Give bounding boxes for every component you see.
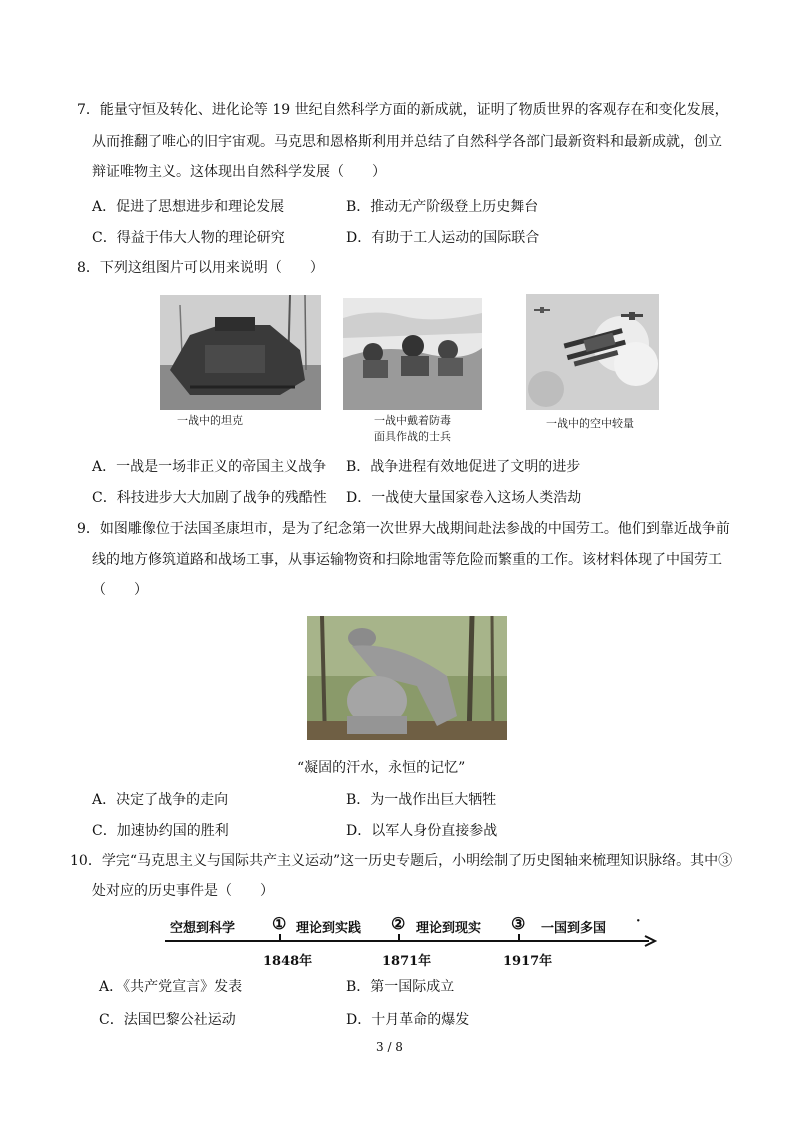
q8-option-b: B．战争进程有效地促进了文明的进步	[346, 459, 581, 475]
timeline-year-1917: 1917年	[503, 954, 553, 969]
timeline-year-1871: 1871年	[382, 954, 432, 969]
timeline-year-1848: 1848年	[263, 954, 313, 969]
aerial-combat-photo	[526, 294, 659, 410]
timeline-marker-1: ①	[272, 914, 287, 933]
q10-stem-line1: 10．学完“马克思主义与国际共产主义运动”这一历史专题后，小明绘制了历史图轴来梳理知识脉络。其中③	[70, 853, 733, 869]
tank-caption: 一战中的坦克	[177, 414, 243, 427]
q8-option-a: A．一战是一场非正义的帝国主义战争	[92, 459, 327, 475]
q10-option-a: A．《共产党宣言》发表	[99, 979, 243, 995]
q9-option-d: D．以军人身份直接参战	[346, 823, 498, 839]
q8-option-c: C．科技进步大大加剧了战争的残酷性	[92, 490, 327, 506]
page-number: 3 / 8	[376, 1040, 403, 1054]
q9-option-c: C．加速协约国的胜利	[92, 823, 229, 839]
q9-option-a: A．决定了战争的走向	[92, 792, 229, 808]
q7-stem-line1: 7．能量守恒及转化、进化论等 19 世纪自然科学方面的新成就，证明了物质世界的客观存在和变化发展，	[77, 102, 729, 118]
statue-caption: “凝固的汗水，永恒的记忆”	[297, 760, 466, 776]
aerial-caption: 一战中的空中较量	[546, 417, 634, 430]
q10-stem-line2: 处对应的历史事件是（ ）	[92, 883, 274, 899]
q9-option-b: B．为一战作出巨大牺牲	[346, 792, 497, 808]
q8-option-d: D．一战使大量国家卷入这场人类浩劫	[346, 490, 582, 506]
q9-stem-line3: （ ）	[92, 582, 148, 598]
timeline-marker-2: ②	[391, 914, 406, 933]
q9-stem-line2: 线的地方修筑道路和战场工事，从事运输物资和扫除地雷等危险而繁重的工作。该材料体现了中国劳工	[92, 552, 722, 568]
q7-stem-line2: 从而推翻了唯心的旧宇宙观。马克思和恩格斯利用并总结了自然科学各部门最新资料和最新成就，创立	[92, 134, 722, 150]
timeline-trailing-dot: ·	[636, 914, 641, 929]
timeline-segment-one-to-many-countries: 一国到多国	[541, 921, 607, 936]
gas-mask-caption-line2: 面具作战的士兵	[374, 430, 451, 443]
chinese-laborer-statue-photo	[307, 616, 507, 740]
tank-photo	[160, 295, 321, 410]
q10-option-d: D．十月革命的爆发	[346, 1012, 470, 1028]
q8-stem: 8．下列这组图片可以用来说明（ ）	[77, 260, 324, 276]
gas-mask-caption-line1: 一战中戴着防毒	[374, 414, 451, 427]
q10-option-b: B．第一国际成立	[346, 979, 455, 995]
q7-stem-line3: 辩证唯物主义。这体现出自然科学发展（ ）	[92, 164, 386, 180]
timeline-marker-3: ③	[511, 914, 526, 933]
q7-option-a: A．促进了思想进步和理论发展	[92, 199, 285, 215]
q7-option-b: B．推动无产阶级登上历史舞台	[346, 199, 539, 215]
q10-option-c: C．法国巴黎公社运动	[99, 1012, 236, 1028]
gas-mask-soldiers-photo	[343, 298, 482, 410]
q9-stem-line1: 9．如图雕像位于法国圣康坦市，是为了纪念第一次世界大战期间赴法参战的中国劳工。他们到靠近战争前	[77, 521, 730, 537]
timeline-segment-theory-to-practice: 理论到实践	[296, 921, 362, 936]
q7-option-d: D．有助于工人运动的国际联合	[346, 230, 540, 246]
q7-option-c: C．得益于伟大人物的理论研究	[92, 230, 285, 246]
timeline-segment-theory-to-reality: 理论到现实	[416, 921, 482, 936]
timeline-segment-utopia-to-science: 空想到科学	[170, 921, 236, 936]
